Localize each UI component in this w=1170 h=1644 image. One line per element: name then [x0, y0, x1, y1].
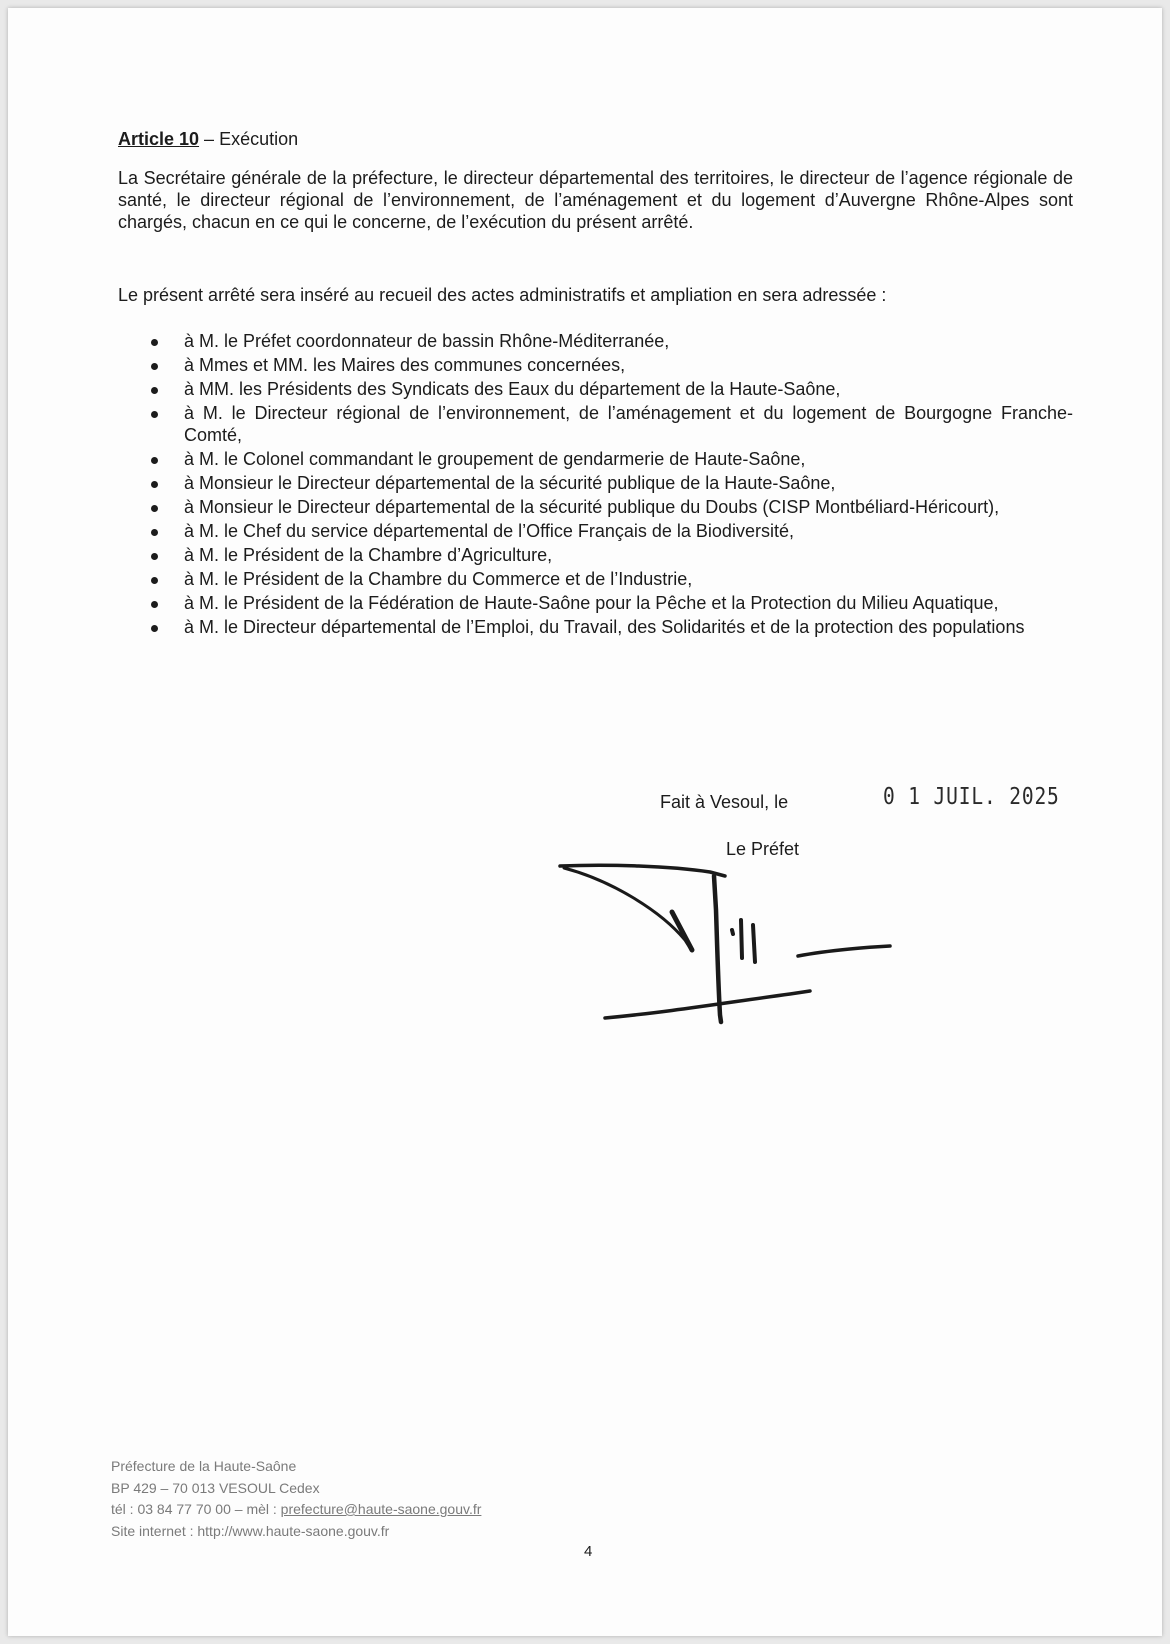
recipient-text: à M. le Directeur régional de l’environnement, de l’aménagement et du logement de Bourgogne Franche-Comté, — [184, 403, 1073, 445]
list-item — [118, 568, 1073, 590]
footer-phone: tél : 03 84 77 70 00 – mèl : — [111, 1501, 281, 1517]
recipient-text: à Mmes et MM. les Maires des communes concernées, — [184, 355, 626, 375]
footer — [111, 1456, 481, 1542]
recipient-text: à M. le Président de la Chambre d’Agriculture, — [184, 545, 553, 565]
bullet-icon — [151, 387, 158, 394]
date-stamp: 0 1 JUIL. 2025 — [883, 784, 1060, 810]
list-item — [118, 496, 1073, 518]
signatory-title: Le Préfet — [726, 839, 800, 859]
list-item — [118, 592, 1073, 614]
list-item — [118, 448, 1073, 470]
recipient-text: à Monsieur le Directeur départemental de la sécurité publique du Doubs (CISP Montbéliard-Héricourt), — [184, 497, 1000, 517]
recipient-text: à M. le Président de la Fédération de Haute-Saône pour la Pêche et la Protection du Milieu Aquatique, — [184, 593, 999, 613]
list-item — [118, 472, 1073, 494]
recipient-text: à M. le Préfet coordonnateur de bassin Rhône-Méditerranée, — [184, 331, 670, 351]
bullet-icon — [151, 553, 158, 560]
list-item — [118, 330, 1073, 352]
footer-line-contact — [111, 1499, 481, 1521]
page-number: 4 — [584, 1543, 593, 1560]
bullet-icon — [151, 481, 158, 488]
footer-line-address: Préfecture de la Haute-Saône — [111, 1458, 297, 1474]
list-item — [118, 544, 1073, 566]
bullet-icon — [151, 457, 158, 464]
article-heading — [118, 128, 298, 150]
handwritten-signature — [550, 850, 940, 1040]
bullet-icon — [151, 411, 158, 418]
list-item — [118, 520, 1073, 542]
recipient-text: à M. le Chef du service départemental de l’Office Français de la Biodiversité, — [184, 521, 794, 541]
footer-email-link[interactable]: prefecture@haute-saone.gouv.fr — [280, 1501, 482, 1517]
bullet-icon — [151, 339, 158, 346]
recipient-text: à MM. les Présidents des Syndicats des Eaux du département de la Haute-Saône, — [184, 379, 841, 399]
article-number: Article 10 — [118, 129, 200, 149]
list-item — [118, 378, 1073, 400]
bullet-icon — [151, 505, 158, 512]
execution-paragraph: La Secrétaire générale de la préfecture, le directeur départemental des territoires, le directeur de l’agence régionale de santé, le directeur régional de l’environnement, de l’aménagement et du logement d’Auvergne Rhône-Alpes sont chargés, chacun en ce qui le concerne, de l’exécution du présent arrêté. — [118, 168, 1073, 232]
recipient-text: à Monsieur le Directeur départemental de la sécurité publique de la Haute-Saône, — [184, 473, 836, 493]
list-item — [118, 354, 1073, 376]
bullet-icon — [151, 577, 158, 584]
article-title: Exécution — [219, 129, 299, 149]
bullet-icon — [151, 601, 158, 608]
recipient-text: à M. le Colonel commandant le groupement de gendarmerie de Haute-Saône, — [184, 449, 806, 469]
article-separator: – — [199, 129, 220, 149]
recipient-text: à M. le Président de la Chambre du Commerce et de l’Industrie, — [184, 569, 693, 589]
footer-line-postbox: BP 429 – 70 013 VESOUL Cedex — [111, 1479, 320, 1496]
recipient-list — [118, 330, 1073, 640]
publication-paragraph: Le présent arrêté sera inséré au recueil des actes administratifs et ampliation en sera adressée : — [118, 285, 887, 305]
bullet-icon — [151, 529, 158, 536]
bullet-icon — [151, 625, 158, 632]
footer-line-website: Site internet : http://www.haute-saone.gouv.fr — [111, 1522, 390, 1539]
list-item — [118, 402, 1073, 446]
place-line: Fait à Vesoul, le — [660, 792, 789, 812]
bullet-icon — [151, 363, 158, 370]
list-item — [118, 616, 1073, 638]
recipient-text: à M. le Directeur départemental de l’Emploi, du Travail, des Solidarités et de la protection des populations — [184, 617, 1025, 637]
document-page — [8, 8, 1162, 1636]
